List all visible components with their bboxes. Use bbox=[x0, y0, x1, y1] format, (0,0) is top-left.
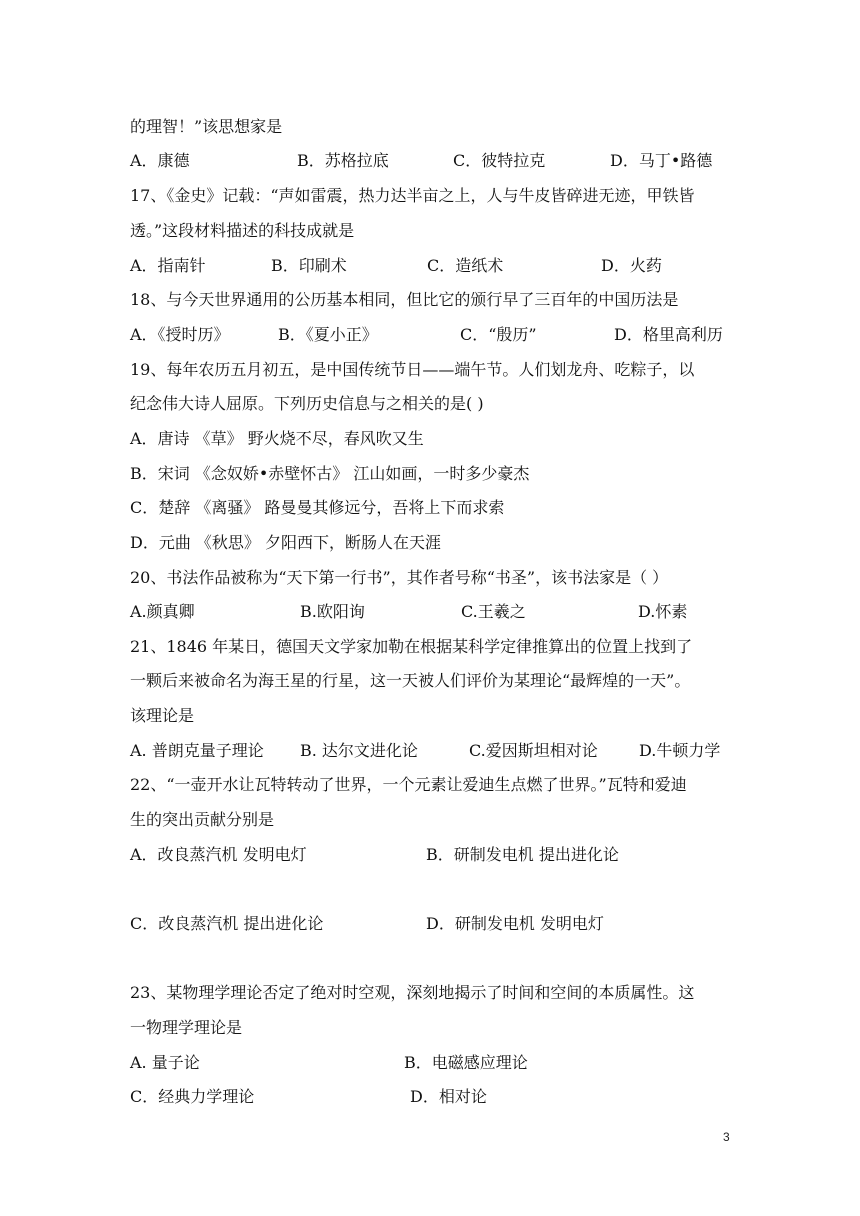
question-21-stem-cont: 一颗后来被命名为海王星的行星，这一天被人们评价为某理论“最辉煌的一天”。 bbox=[130, 671, 691, 690]
q16-option-a: A．康德 bbox=[130, 151, 190, 170]
question-20-stem: 20、书法作品被称为“天下第一行书”，其作者号称“书圣”，该书法家是（ ） bbox=[130, 568, 669, 587]
q16-option-b: B．苏格拉底 bbox=[297, 151, 389, 170]
q17-option-d: D．火药 bbox=[601, 256, 662, 275]
q20-option-a: A.颜真卿 bbox=[130, 602, 195, 621]
question-23-stem-cont: 一物理学理论是 bbox=[130, 1018, 243, 1037]
q21-option-a: A. 普朗克量子理论 bbox=[130, 741, 264, 760]
question-19-stem-cont: 纪念伟大诗人屈原。下列历史信息与之相关的是( ) bbox=[130, 394, 484, 413]
page-number: 3 bbox=[723, 1130, 730, 1144]
question-18-stem: 18、与今天世界通用的公历基本相同，但比它的颁行早了三百年的中国历法是 bbox=[130, 290, 679, 309]
question-22-stem-cont: 生的突出贡献分别是 bbox=[130, 810, 275, 829]
q16-option-c: C．彼特拉克 bbox=[453, 151, 546, 170]
question-19-stem: 19、每年农历五月初五，是中国传统节日——端午节。人们划龙舟、吃粽子，以 bbox=[130, 360, 695, 379]
q18-option-c: C．“殷历” bbox=[460, 325, 537, 344]
q19-option-a: A．唐诗 《草》 野火烧不尽，春风吹又生 bbox=[130, 429, 424, 448]
q23-option-c: C．经典力学理论 bbox=[130, 1087, 255, 1106]
q17-option-b: B．印刷术 bbox=[271, 256, 347, 275]
q18-option-b: B．《夏小正》 bbox=[278, 325, 378, 344]
question-23-stem: 23、某物理学理论否定了绝对时空观，深刻地揭示了时间和空间的本质属性。这 bbox=[130, 983, 695, 1002]
q22-option-b: B．研制发电机 提出进化论 bbox=[426, 845, 619, 864]
q23-option-d: D．相对论 bbox=[410, 1087, 487, 1106]
q16-option-d: D．马丁•路德 bbox=[610, 151, 713, 170]
q20-option-c: C.王羲之 bbox=[461, 602, 526, 621]
q23-option-b: B．电磁感应理论 bbox=[404, 1053, 528, 1072]
q21-option-c: C.爱因斯坦相对论 bbox=[469, 741, 598, 760]
q17-option-a: A．指南针 bbox=[130, 256, 206, 275]
question-16-stem-end: 的理智！”该思想家是 bbox=[130, 117, 283, 136]
q17-option-c: C．造纸术 bbox=[427, 256, 504, 275]
q19-option-c: C．楚辞 《离骚》 路曼曼其修远兮，吾将上下而求索 bbox=[130, 498, 505, 517]
q18-option-d: D．格里高利历 bbox=[614, 325, 723, 344]
q19-option-d: D．元曲 《秋思》 夕阳西下，断肠人在天涯 bbox=[130, 533, 442, 552]
q23-option-a: A. 量子论 bbox=[130, 1053, 200, 1072]
question-17-stem-cont: 透。”这段材料描述的科技成就是 bbox=[130, 221, 355, 240]
q20-option-d: D.怀素 bbox=[638, 602, 688, 621]
q20-option-b: B.欧阳询 bbox=[300, 602, 365, 621]
q22-option-c: C．改良蒸汽机 提出进化论 bbox=[130, 914, 324, 933]
q21-option-b: B. 达尔文进化论 bbox=[300, 741, 418, 760]
q21-option-d: D.牛顿力学 bbox=[639, 741, 721, 760]
q18-option-a: A．《授时历》 bbox=[130, 325, 230, 344]
question-21-stem-end: 该理论是 bbox=[130, 706, 195, 725]
question-22-stem: 22、“一壶开水让瓦特转动了世界，一个元素让爱迪生点燃了世界。”瓦特和爱迪 bbox=[130, 775, 687, 794]
q22-option-a: A．改良蒸汽机 发明电灯 bbox=[130, 845, 307, 864]
question-21-stem: 21、1846 年某日，德国天文学家加勒在根据某科学定律推算出的位置上找到了 bbox=[130, 637, 693, 656]
question-17-stem: 17、《金史》记载：“声如雷震，热力达半亩之上，人与牛皮皆碎进无迹，甲铁皆 bbox=[130, 186, 695, 205]
q19-option-b: B．宋词 《念奴娇•赤壁怀古》 江山如画，一时多少豪杰 bbox=[130, 464, 530, 483]
q22-option-d: D．研制发电机 发明电灯 bbox=[426, 914, 604, 933]
